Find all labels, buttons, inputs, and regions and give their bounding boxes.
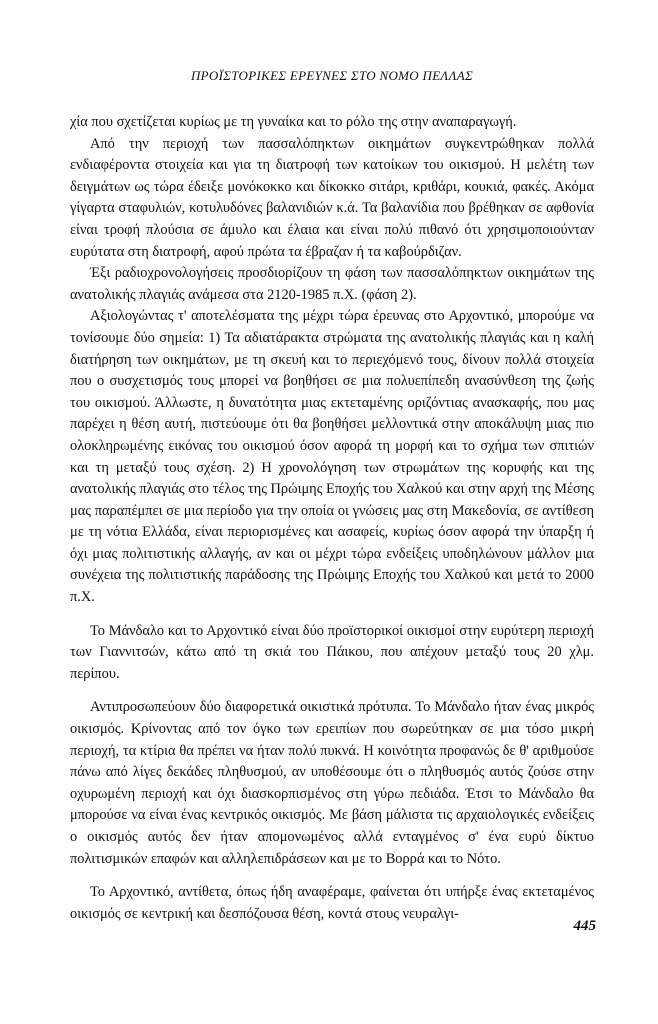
paragraph-evaluation: Αξιολογώντας τ' αποτελέσματα της μέχρι τώρα έρευνας στο Αρχοντικό, μπορούμε να τονίσουμε δύο σημεία: 1) Τα αδιατάρακτα στρώματα της ανατολικής πλαγιάς και η καλή διατήρηση των οικημάτων, με τη σκευή και το περιεχόμενό τους, δίνουν πολλά στοιχεία που ο συσχετισμός τους μπορεί να βοηθήσει σε μια πολυεπίπεδη ανασύνθεση της ζωής του οικισμού. Άλλωστε, η δυνατότητα μιας εκτεταμένης οριζόντιας ανασκαφής, που μας παρέχει η θέση αυτή, πιστεύουμε ότι θα βοηθήσει μελλοντικά στην αποκάλυψη μιας πιο ολοκληρωμένης εικόνας του οικισμού όσον αφορά τη μορφή και το σχήμα των σπιτιών και τη μεταξύ τους σχέση. 2) Η χρονολόγηση των στρωμάτων της κορυφής και της ανατολικής πλαγιάς στο τέλος της Πρώιμης Εποχής του Χαλκού και στην αρχή της Μέσης μας παραπέμπει σε μια περίοδο για την οποία οι γνώσεις μας στη Μακεδονία, σε αντίθεση με τη νότια Ελλάδα, είναι περιορισμένες και ασαφείς, κυρίως όσον αφορά την ύπαρξη ή όχι μιας πολιτιστικής αλλαγής, αν και οι μέχρι τώρα ενδείξεις υποδηλώνουν μάλλον μια συνέχεια της πολιτιστικής παράδοσης της Πρώιμης Εποχής του Χαλκού και μετά το 2000 π.Χ.	[70, 308, 594, 606]
paragraph-archontiko: Το Αρχοντικό, αντίθετα, όπως ήδη αναφέραμε, φαίνεται ότι υπήρξε ένας εκτεταμένος οικισμός σε κεντρική και δεσπόζουσα θέση, κοντά στους νευραλγι-	[70, 884, 594, 922]
page-number: 445	[573, 918, 596, 934]
paragraph-diet: Από την περιοχή των πασσαλόπηκτων οικημάτων συγκεντρώθηκαν πολλά ενδιαφέροντα στοιχεία και για τη διατροφή των κατοίκων του οικισμού. Η μελέτη των δειγμάτων ως τώρα έδειξε μονόκοκκο και δίκοκκο σιτάρι, κριθάρι, κουκιά, φακές. Ακόμα γίγαρτα σταφυλιών, κοτυλυδόνες βαλανιδιών κ.ά. Τα βαλανίδια που βρέθηκαν σε αφθονία είναι τροφή πλούσια σε άμυλο και έλαια και είναι πολύ πιθανό ότι χρησιμοποιούνταν ευρύτατα στη διατροφή, αφού πρώτα τα έβραζαν ή τα καβούρδιζαν.	[70, 135, 594, 260]
body-text	[70, 112, 594, 925]
paragraph-radiocarbon: Έξι ραδιοχρονολογήσεις προσδιορίζουν τη φάση των πασσαλόπηκτων οικημάτων της ανατολικής πλαγιάς ανάμεσα στα 2120-1985 π.Χ. (φάση 2).	[70, 265, 594, 303]
paragraph-mandalo-archontiko: Το Μάνδαλο και το Αρχοντικό είναι δύο προϊστορικοί οικισμοί στην ευρύτερη περιοχή των Γιαννιτσών, κάτω από τη σκιά του Πάικου, που απέχουν μεταξύ τους 20 χλμ. περίπου.	[70, 622, 594, 682]
paragraph-continuation: χία που σχετίζεται κυρίως με τη γυναίκα και το ρόλο της στην αναπαραγωγή.	[70, 114, 517, 130]
paragraph-settlement-models: Αντιπροσωπεύουν δύο διαφορετικά οικιστικά πρότυπα. Το Μάνδαλο ήταν ένας μικρός οικισμός. Κρίνοντας από τον όγκο των ερειπίων που σωρεύτηκαν σε μια τόσο μικρή περιοχή, τα κτίρια θα πρέπει να ήταν πολύ πυκνά. Η κοινότητα προφανώς δε θ' αριθμούσε πάνω από λίγες δεκάδες πληθυσμού, αν υποθέσουμε ότι ο πληθυσμός αυτός ζούσε στην οχυρωμένη περιοχή και όχι διασκορπισμένος στη γύρω πεδιάδα. Έτσι το Μάνδαλο θα μπορούσε να είναι ένας κεντρικός οικισμός. Με βάση μάλιστα τις αρχαιολογικές ενδείξεις ο οικισμός αυτός δεν ήταν απομονωμένος αλλά ενταγμένος σ' ένα ευρύ δίκτυο πολιτισμικών επαφών και αλληλεπιδράσεων και με το Βορρά και το Νότο.	[70, 699, 594, 867]
running-header: ΠΡΟΪΣΤΟΡΙΚΕΣ ΕΡΕΥΝΕΣ ΣΤΟ ΝΟΜΟ ΠΕΛΛΑΣ	[190, 68, 474, 83]
